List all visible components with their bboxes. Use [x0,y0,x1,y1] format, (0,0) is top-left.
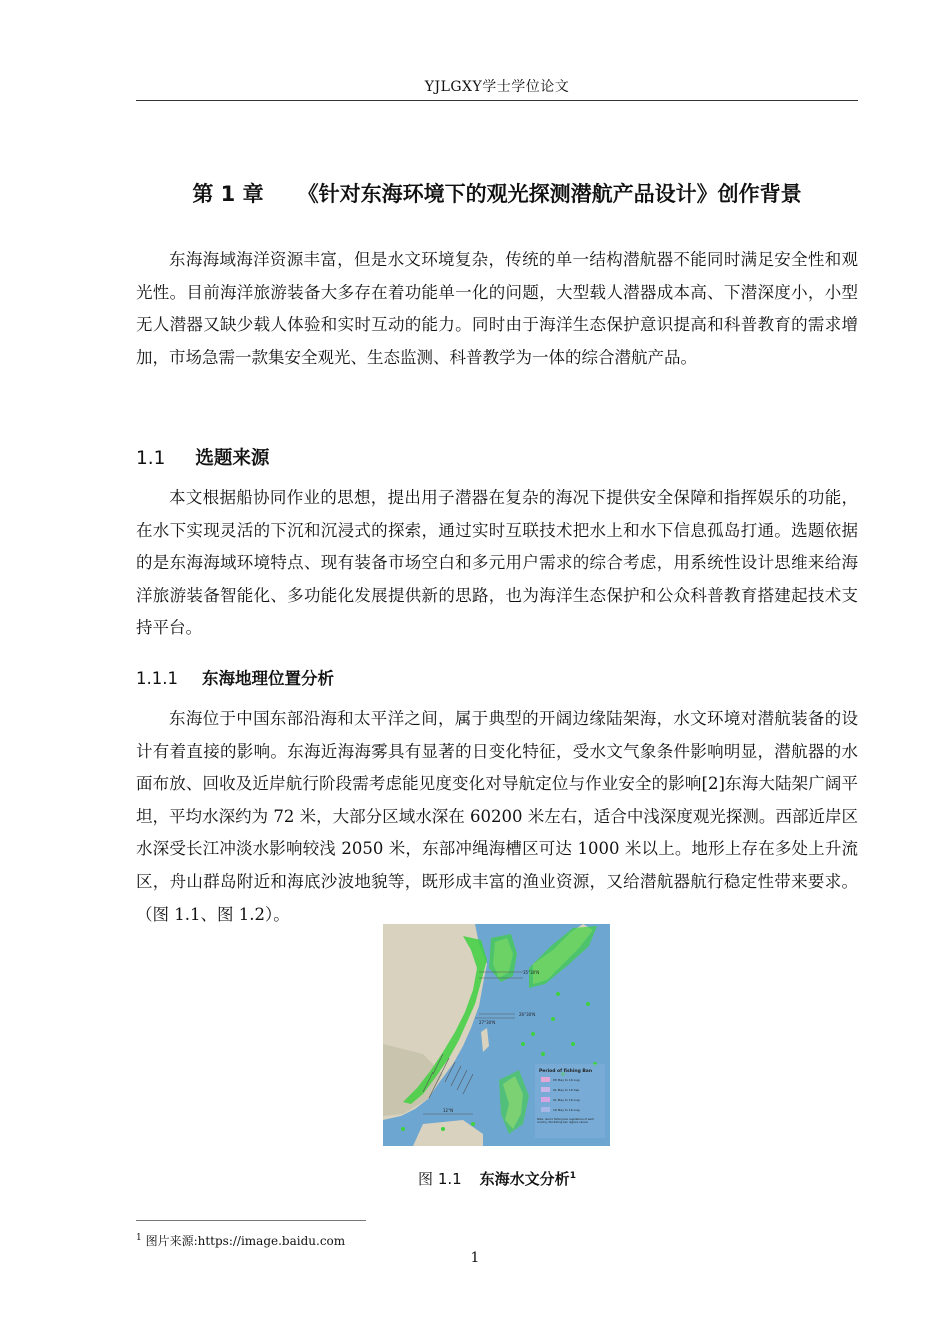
figure-caption [136,1168,858,1189]
legend-note: Note: due to fishing ban regulations of each country, the fishing ban regions varied. [537,1118,595,1125]
figure-caption-number: 图 1.1 [418,1170,462,1188]
footnote-text: 图片来源:https://image.baidu.com [145,1234,346,1248]
section-1-1-1-paragraph: 东海位于中国东部沿海和太平洋之间，属于典型的开阔边缘陆架海，水文环境对潜航装备的设计有着直接的影响。东海近海海雾具有显著的日变化特征，受水文气象条件影响明显，潜航器的水面布放、回收及近岸航行阶段需考虑能见度变化对导航定位与作业安全的影响[2]东海大陆架广阔平坦，平均水深约为 72 米，大部分区域水深在 60200 米左右，适合中浅深度观光探测。西部近岸区水深受长江冲淡水影响较浅 2050 米，东部冲绳海槽区可达 1000 米以上。地形上存在多处上升流区，舟山群岛附近和海底沙波地貌等，既形成丰富的渔业资源，又给潜航器航行稳定性带来要求。（图 1.1、图 1.2）。 [136,709,858,924]
chapter-title-text: 《针对东海环境下的观光探测潜航产品设计》创作背景 [297,182,802,206]
map-label: 26°30'N [519,1012,536,1017]
chapter-title [136,178,858,208]
map-image [383,924,610,1146]
footnote-mark: 1 [136,1233,142,1243]
running-header: YJLGXY学士学位论文 [424,79,570,95]
map-label: 27°30'N [479,1020,496,1025]
legend-item: 01 May to 16 Aug [553,1098,580,1102]
page-number: 1 [470,1250,480,1266]
subsection-title: 东海地理位置分析 [201,669,334,688]
section-heading-1-1-1 [136,665,334,689]
section-heading-1-1 [136,444,269,470]
map-label: 35°30'N [523,970,540,975]
footnote [136,1232,345,1249]
header-rule [136,100,858,101]
legend-item: 16 May to 16 Aug [553,1108,580,1112]
map-legend [535,1064,605,1138]
section-title: 选题来源 [195,448,270,469]
legend-title: Period of fishing Ban [539,1069,593,1074]
east-sea-map-figure [383,924,610,1146]
figure-caption-footnote-mark: 1 [569,1171,576,1181]
section-number: 1.1 [136,448,166,469]
legend-item: 05 May to 16 Aug [553,1078,580,1082]
section-1-1-paragraph: 本文根据船协同作业的思想，提出用子潜器在复杂的海况下提供安全保障和指挥娱乐的功能，在水下实现灵活的下沉和沉浸式的探索，通过实时互联技术把水上和水下信息孤岛打通。选题依据的是东海海域环境特点、现有装备市场空白和多元用户需求的综合考虑，用系统性设计思维来给海洋旅游装备智能化、多功能化发展提供新的思路，也为海洋生态保护和公众科普教育搭建起技术支持平台。 [136,488,858,638]
footnote-rule [136,1220,366,1221]
subsection-number: 1.1.1 [136,669,178,688]
chapter-number: 第 1 章 [192,182,264,206]
legend-item: 01 May to 16 Sep [553,1088,580,1092]
map-label: 12°N [443,1108,454,1113]
figure-caption-text: 东海水文分析 [479,1170,570,1188]
intro-paragraph: 东海海域海洋资源丰富，但是水文环境复杂，传统的单一结构潜航器不能同时满足安全性和观光性。目前海洋旅游装备大多存在着功能单一化的问题，大型载人潜器成本高、下潜深度小，小型无人潜器又缺少载人体验和实时互动的能力。同时由于海洋生态保护意识提高和科普教育的需求增加，市场急需一款集安全观光、生态监测、科普教学为一体的综合潜航产品。 [136,250,858,367]
